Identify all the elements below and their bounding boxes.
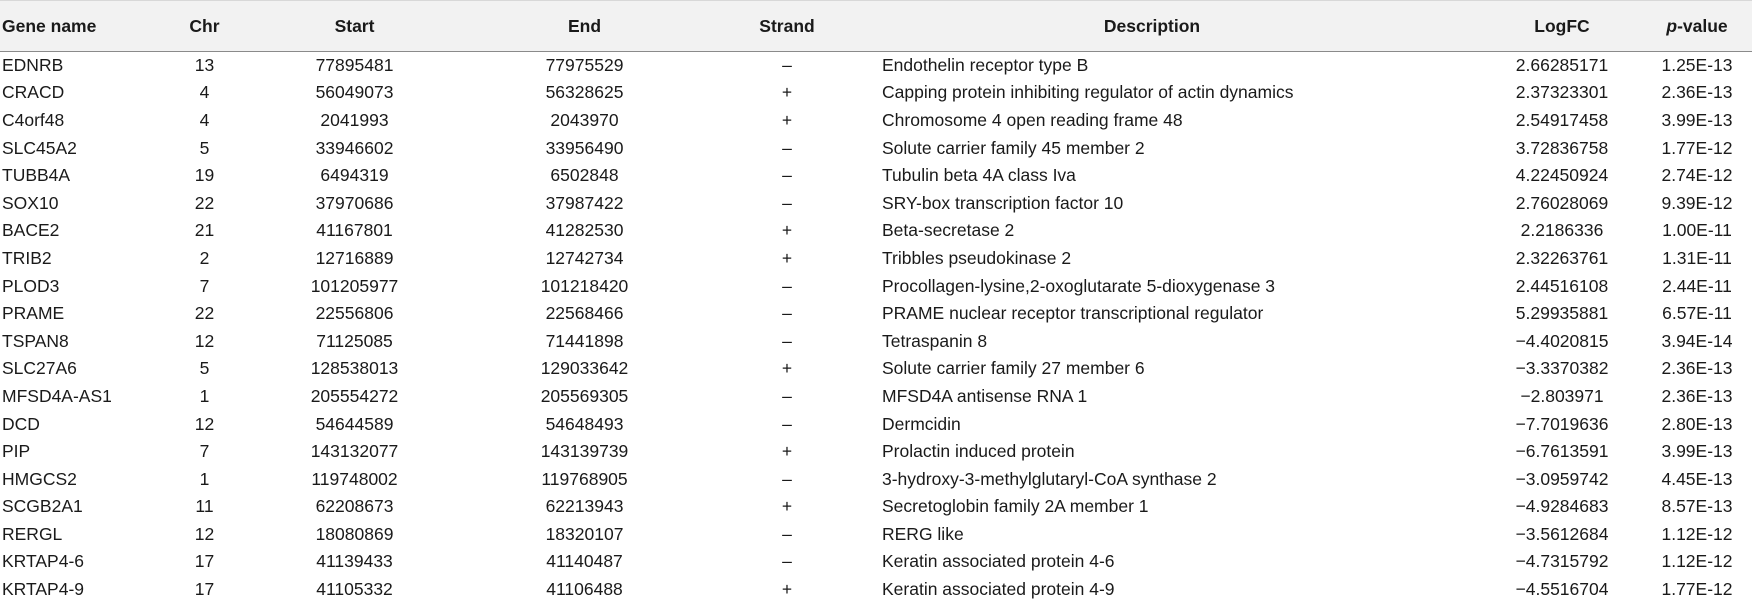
cell-chr: 5	[199, 358, 210, 379]
cell-start: 119748002	[311, 468, 398, 489]
table-row	[0, 576, 1752, 604]
cell-end: 2043970	[550, 109, 619, 130]
table-row	[0, 548, 1752, 576]
cell-description: Dermcidin	[882, 413, 961, 434]
cell-gene-name: SLC45A2	[2, 137, 77, 158]
cell-start: 41105332	[316, 579, 393, 600]
table-row	[0, 245, 1752, 273]
cell-end: 41140487	[546, 551, 623, 572]
cell-strand: –	[782, 303, 792, 324]
cell-strand: –	[782, 275, 792, 296]
cell-start: 41139433	[316, 551, 393, 572]
cell-pvalue: 1.00E-11	[1662, 220, 1732, 241]
cell-strand: –	[782, 330, 792, 351]
cell-logfc: 4.22450924	[1515, 165, 1609, 186]
cell-pvalue: 2.36E-13	[1661, 82, 1733, 103]
cell-description: Procollagen-lysine,2-oxoglutarate 5-dioxygenase 3	[882, 275, 1276, 296]
table-row	[0, 52, 1752, 80]
cell-pvalue: 3.94E-14	[1661, 330, 1733, 351]
cell-start: 18080869	[315, 523, 394, 544]
cell-logfc: 2.37323301	[1515, 82, 1609, 103]
cell-chr: 19	[194, 165, 215, 186]
cell-end: 22568466	[545, 303, 624, 324]
table-row	[0, 465, 1752, 493]
cell-start: 128538013	[310, 358, 399, 379]
table-row	[0, 383, 1752, 411]
cell-chr: 2	[199, 247, 210, 268]
cell-chr: 5	[199, 137, 210, 158]
cell-chr: 4	[199, 82, 210, 103]
cell-pvalue: 4.45E-13	[1661, 468, 1733, 489]
table-row	[0, 300, 1752, 328]
cell-pvalue: 8.57E-13	[1661, 496, 1733, 517]
cell-logfc: 2.76028069	[1515, 192, 1609, 213]
cell-chr: 11	[195, 496, 214, 517]
cell-pvalue: 1.12E-12	[1661, 551, 1733, 572]
cell-pvalue: 2.80E-13	[1661, 413, 1733, 434]
cell-start: 77895481	[315, 55, 394, 76]
cell-pvalue: 1.31E-11	[1662, 247, 1732, 268]
header-description: Description	[882, 1, 1482, 52]
cell-strand: –	[782, 385, 792, 406]
cell-gene-name: MFSD4A-AS1	[2, 385, 112, 406]
cell-gene-name: PLOD3	[2, 275, 60, 296]
table-row	[0, 189, 1752, 217]
cell-gene-name: CRACD	[2, 82, 65, 103]
cell-description: Tribbles pseudokinase 2	[882, 247, 1072, 268]
header-start: Start	[232, 1, 477, 52]
cell-start: 6494319	[320, 165, 389, 186]
cell-pvalue: 1.77E-12	[1661, 579, 1733, 600]
table-row	[0, 521, 1752, 549]
cell-description: PRAME nuclear receptor transcriptional regulator	[882, 303, 1264, 324]
cell-chr: 17	[194, 551, 215, 572]
cell-pvalue: 1.77E-12	[1661, 137, 1733, 158]
cell-logfc: −7.7019636	[1515, 413, 1609, 434]
cell-logfc: −2.803971	[1520, 385, 1604, 406]
cell-gene-name: TUBB4A	[2, 165, 71, 186]
cell-end: 101218420	[540, 275, 629, 296]
cell-logfc: 5.29935881	[1515, 303, 1609, 324]
header-chr: Chr	[177, 1, 232, 52]
cell-end: 143139739	[540, 441, 629, 462]
cell-gene-name: HMGCS2	[2, 468, 77, 489]
cell-pvalue: 3.99E-13	[1661, 441, 1733, 462]
header-strand: Strand	[692, 1, 882, 52]
cell-description: Keratin associated protein 4-6	[882, 551, 1115, 572]
cell-description: Secretoglobin family 2A member 1	[882, 496, 1149, 517]
cell-end: 37987422	[545, 192, 624, 213]
cell-strand: –	[782, 137, 792, 158]
header-end: End	[477, 1, 692, 52]
header-gene-name: Gene name	[0, 1, 177, 52]
header-pvalue-suffix: -value	[1677, 15, 1728, 36]
cell-chr: 22	[194, 303, 215, 324]
cell-chr: 1	[199, 468, 210, 489]
cell-pvalue: 1.12E-12	[1661, 523, 1733, 544]
cell-chr: 13	[194, 55, 215, 76]
cell-strand: –	[782, 523, 792, 544]
cell-end: 129033642	[540, 358, 629, 379]
table-row	[0, 493, 1752, 521]
cell-start: 143132077	[310, 441, 399, 462]
cell-chr: 7	[199, 275, 210, 296]
cell-gene-name: EDNRB	[2, 55, 64, 76]
cell-chr: 17	[194, 579, 215, 600]
cell-strand: +	[781, 220, 793, 241]
header-logfc: LogFC	[1482, 1, 1642, 52]
cell-end: 77975529	[545, 55, 624, 76]
cell-end: 62213943	[545, 496, 624, 517]
cell-end: 18320107	[545, 523, 624, 544]
cell-start: 62208673	[315, 496, 394, 517]
cell-strand: +	[781, 579, 793, 600]
cell-pvalue: 2.36E-13	[1661, 358, 1733, 379]
cell-logfc: 2.32263761	[1515, 247, 1609, 268]
cell-start: 37970686	[315, 192, 394, 213]
cell-end: 33956490	[545, 137, 624, 158]
cell-logfc: 2.54917458	[1515, 109, 1609, 130]
cell-chr: 7	[199, 441, 210, 462]
cell-start: 41167801	[316, 220, 393, 241]
table-row	[0, 217, 1752, 245]
cell-end: 41106488	[546, 579, 623, 600]
cell-gene-name: SLC27A6	[2, 358, 77, 379]
cell-end: 12742734	[545, 247, 624, 268]
cell-chr: 12	[194, 330, 215, 351]
cell-description: 3-hydroxy-3-methylglutaryl-CoA synthase 2	[882, 468, 1217, 489]
cell-end: 71441898	[545, 330, 624, 351]
cell-pvalue: 6.57E-11	[1662, 303, 1732, 324]
cell-gene-name: DCD	[2, 413, 40, 434]
cell-strand: +	[781, 441, 793, 462]
cell-strand: –	[782, 551, 792, 572]
cell-strand: +	[781, 247, 793, 268]
cell-gene-name: KRTAP4-9	[2, 579, 85, 600]
cell-end: 119768905	[541, 468, 628, 489]
cell-gene-name: TRIB2	[2, 247, 52, 268]
cell-end: 6502848	[550, 165, 619, 186]
cell-gene-name: SCGB2A1	[2, 496, 83, 517]
cell-gene-name: PIP	[2, 441, 31, 462]
cell-strand: +	[781, 82, 793, 103]
cell-description: MFSD4A antisense RNA 1	[882, 385, 1088, 406]
cell-strand: –	[782, 165, 792, 186]
cell-strand: –	[782, 413, 792, 434]
cell-description: Tubulin beta 4A class Iva	[882, 165, 1076, 186]
cell-description: Solute carrier family 27 member 6	[882, 358, 1145, 379]
cell-description: Endothelin receptor type B	[882, 55, 1089, 76]
table-row	[0, 134, 1752, 162]
table-row	[0, 410, 1752, 438]
cell-start: 33946602	[315, 137, 394, 158]
cell-strand: –	[782, 55, 792, 76]
cell-description: Chromosome 4 open reading frame 48	[882, 109, 1183, 130]
cell-logfc: −3.3370382	[1515, 358, 1609, 379]
cell-pvalue: 9.39E-12	[1661, 192, 1733, 213]
cell-strand: +	[781, 496, 793, 517]
cell-end: 41282530	[545, 220, 624, 241]
cell-strand: +	[781, 109, 793, 130]
cell-chr: 4	[199, 109, 210, 130]
cell-pvalue: 3.99E-13	[1661, 109, 1733, 130]
cell-description: Tetraspanin 8	[882, 330, 988, 351]
cell-logfc: −4.4020815	[1515, 330, 1609, 351]
header-pvalue	[1642, 1, 1752, 52]
table-body	[0, 52, 1752, 604]
table-row	[0, 438, 1752, 466]
cell-gene-name: KRTAP4-6	[2, 551, 85, 572]
cell-description: Beta-secretase 2	[882, 220, 1015, 241]
cell-logfc: −6.7613591	[1515, 441, 1609, 462]
cell-start: 54644589	[315, 413, 394, 434]
cell-chr: 22	[194, 192, 215, 213]
table-row	[0, 79, 1752, 107]
cell-gene-name: TSPAN8	[2, 330, 69, 351]
cell-gene-name: RERGL	[2, 523, 63, 544]
cell-description: Prolactin induced protein	[882, 441, 1075, 462]
table-row	[0, 162, 1752, 190]
cell-start: 71125085	[316, 330, 393, 351]
cell-logfc: 2.66285171	[1515, 55, 1609, 76]
cell-pvalue: 2.36E-13	[1661, 385, 1733, 406]
table-row	[0, 355, 1752, 383]
cell-logfc: 2.2186336	[1520, 220, 1604, 241]
cell-strand: –	[782, 192, 792, 213]
cell-description: Capping protein inhibiting regulator of actin dynamics	[882, 82, 1294, 103]
cell-logfc: −4.9284683	[1515, 496, 1609, 517]
cell-pvalue: 2.74E-12	[1661, 165, 1733, 186]
cell-chr: 12	[194, 413, 215, 434]
cell-start: 12716889	[315, 247, 394, 268]
cell-logfc: −3.0959742	[1515, 468, 1609, 489]
table-row	[0, 272, 1752, 300]
cell-gene-name: PRAME	[2, 303, 65, 324]
cell-pvalue: 2.44E-11	[1662, 275, 1732, 296]
cell-chr: 12	[194, 523, 215, 544]
header-row	[0, 1, 1752, 52]
cell-start: 101205977	[310, 275, 399, 296]
cell-start: 56049073	[315, 82, 394, 103]
cell-pvalue: 1.25E-13	[1661, 55, 1733, 76]
cell-strand: +	[781, 358, 793, 379]
cell-logfc: −4.7315792	[1515, 551, 1609, 572]
cell-description: SRY-box transcription factor 10	[882, 192, 1124, 213]
table-header	[0, 1, 1752, 52]
cell-chr: 1	[199, 385, 210, 406]
cell-start: 205554272	[310, 385, 399, 406]
cell-logfc: 2.44516108	[1515, 275, 1609, 296]
cell-end: 56328625	[545, 82, 624, 103]
table-row	[0, 107, 1752, 135]
header-pvalue-italic: p	[1666, 15, 1678, 36]
cell-description: RERG like	[882, 523, 964, 544]
cell-description: Solute carrier family 45 member 2	[882, 137, 1145, 158]
cell-strand: –	[782, 468, 792, 489]
cell-description: Keratin associated protein 4-9	[882, 579, 1115, 600]
cell-start: 22556806	[315, 303, 394, 324]
cell-logfc: 3.72836758	[1515, 137, 1609, 158]
cell-gene-name: BACE2	[2, 220, 60, 241]
cell-chr: 21	[194, 220, 215, 241]
cell-gene-name: SOX10	[2, 192, 59, 213]
table-row	[0, 327, 1752, 355]
cell-logfc: −4.5516704	[1515, 579, 1609, 600]
cell-logfc: −3.5612684	[1515, 523, 1609, 544]
cell-end: 54648493	[545, 413, 624, 434]
cell-end: 205569305	[540, 385, 629, 406]
cell-gene-name: C4orf48	[2, 109, 65, 130]
cell-start: 2041993	[320, 109, 389, 130]
